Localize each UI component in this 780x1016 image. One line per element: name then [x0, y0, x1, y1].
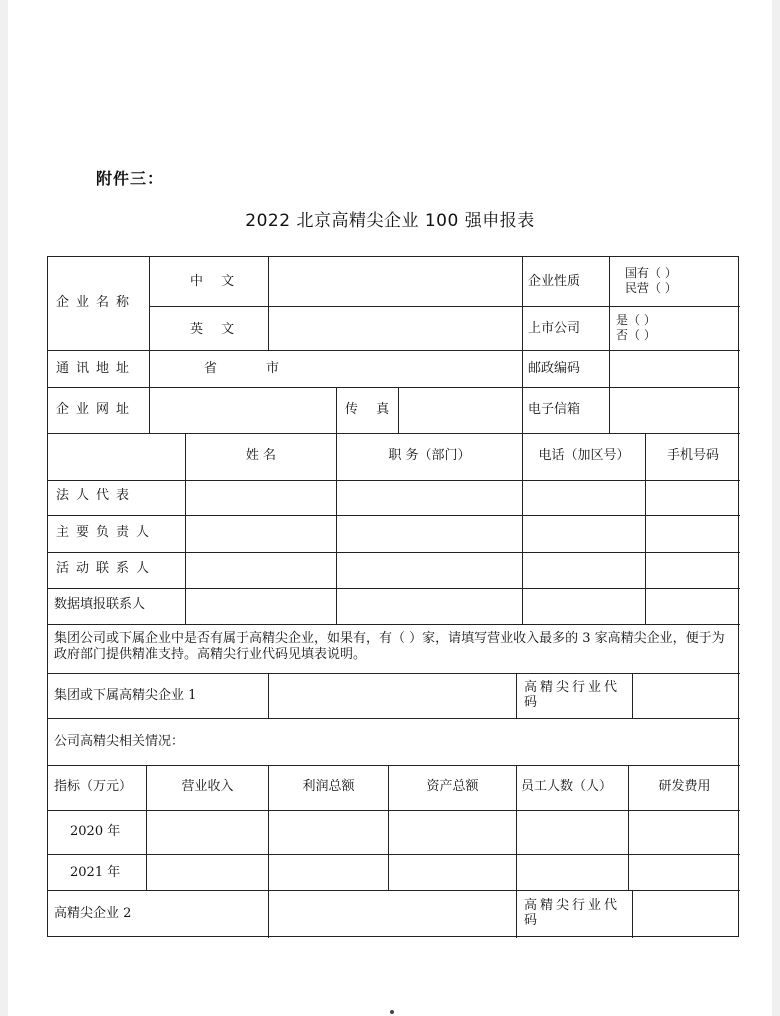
- form-title: 2022 北京高精尖企业 100 强申报表: [245, 211, 535, 231]
- fax-label: 传 真: [345, 402, 397, 417]
- group-subsidiary-field[interactable]: [269, 674, 515, 717]
- page-marker: [390, 1010, 394, 1014]
- contact-header-mobile: 手机号码: [666, 448, 719, 463]
- website-field[interactable]: [150, 388, 335, 432]
- website-label: 企业网址: [56, 402, 137, 417]
- metric-header-employees: 员工人数（人）: [521, 779, 613, 794]
- ownership-label: 企业性质: [528, 274, 581, 289]
- metric-header-indicator: 指标（万元）: [54, 779, 133, 794]
- contact-header-position: 职 务（部门）: [388, 448, 471, 463]
- city-label: 市: [266, 361, 280, 376]
- metric-header-revenue: 营业收入: [181, 779, 234, 794]
- contact-header-phone: 电话（加区号）: [538, 448, 630, 463]
- chinese-name-field[interactable]: [269, 258, 521, 305]
- industry-code-label-2: 高精尖行业代码: [524, 898, 621, 928]
- listed-company-label: 上市公司: [528, 321, 581, 336]
- attachment-heading: 附件三：: [96, 169, 165, 188]
- legal-representative-label: 法人代表: [56, 488, 137, 503]
- group-subsidiary-label: 集团或下属高精尖企业 1: [54, 688, 197, 703]
- year-2021-label: 2021 年: [70, 865, 121, 880]
- enterprise-2-label: 高精尖企业 2: [54, 906, 132, 921]
- application-form-table: [47, 256, 739, 937]
- chinese-name-label: 中 文: [190, 274, 242, 289]
- industry-code-field-1[interactable]: [633, 674, 739, 717]
- english-name-label: 英 文: [190, 322, 242, 337]
- fax-field[interactable]: [399, 388, 521, 432]
- metric-header-profit: 利润总额: [302, 779, 355, 794]
- english-name-field[interactable]: [269, 307, 521, 349]
- company-status-label: 公司高精尖相关情况：: [54, 734, 185, 749]
- province-label: 省: [204, 361, 218, 376]
- principal-label: 主要负责人: [56, 525, 157, 540]
- ownership-private-option[interactable]: 民营（ ）: [625, 281, 677, 295]
- industry-code-label-1: 高精尖行业代码: [524, 680, 621, 710]
- email-label: 电子信箱: [528, 402, 581, 417]
- enterprise-2-field[interactable]: [269, 891, 515, 937]
- year-2020-label: 2020 年: [70, 824, 121, 839]
- contact-header-name: 姓 名: [245, 448, 277, 463]
- postcode-label: 邮政编码: [528, 361, 581, 376]
- industry-code-field-2[interactable]: [633, 891, 739, 937]
- metric-header-assets: 资产总额: [426, 779, 479, 794]
- address-label: 通讯地址: [56, 361, 137, 376]
- group-enterprise-note: 集团公司或下属企业中是否有属于高精尖企业，如果有，有（ ）家，请填写营业收入最多的 3 家高精尖企业，便于为政府部门提供精准支持。高精尖行业代码见填表说明。: [54, 631, 725, 662]
- metric-header-rnd: 研发费用: [658, 779, 711, 794]
- postcode-field[interactable]: [610, 351, 739, 386]
- data-contact-label: 数据填报联系人: [54, 597, 146, 612]
- listed-no-option[interactable]: 否（ ）: [616, 328, 656, 342]
- ownership-state-option[interactable]: 国有（ ）: [625, 266, 677, 280]
- company-name-label: 企业名称: [56, 295, 137, 310]
- activity-contact-label: 活动联系人: [56, 561, 157, 576]
- email-field[interactable]: [610, 388, 739, 432]
- listed-yes-option[interactable]: 是（ ）: [616, 313, 656, 327]
